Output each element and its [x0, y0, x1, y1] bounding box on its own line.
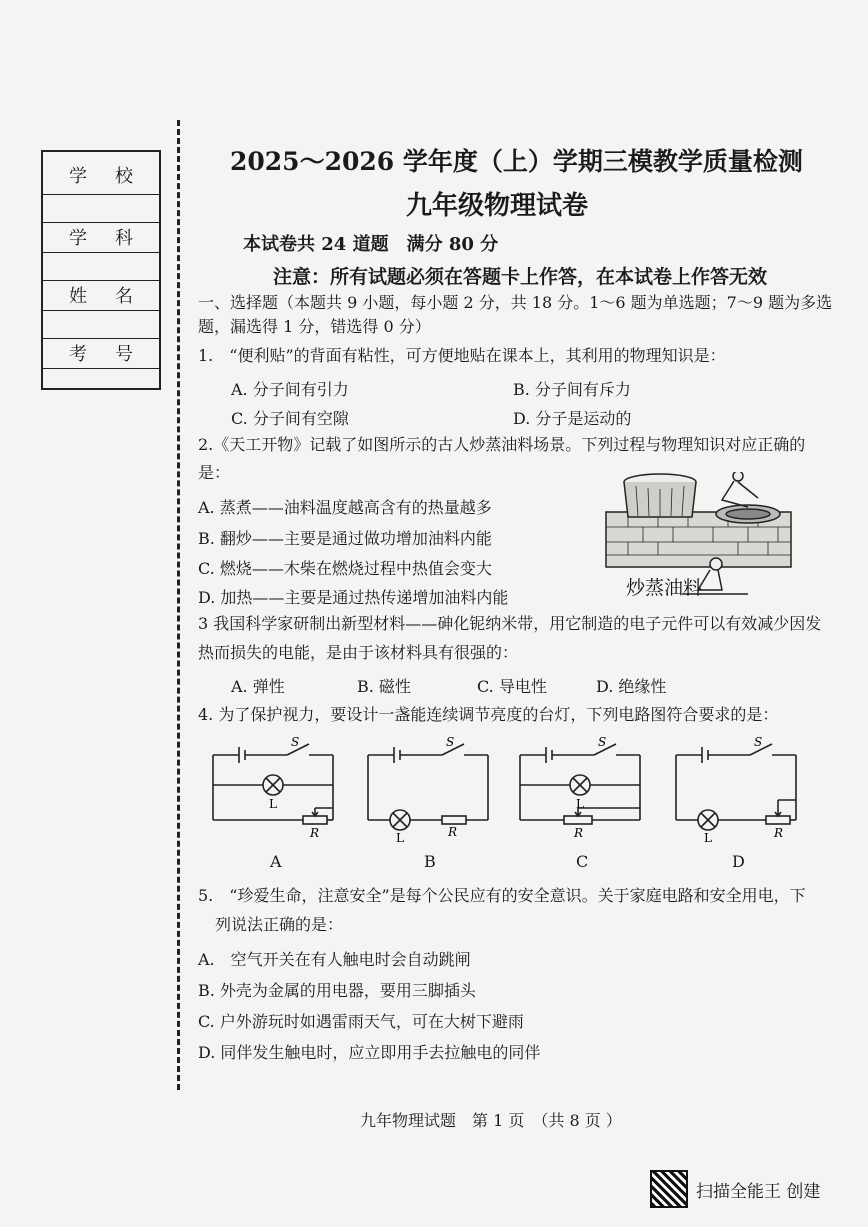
circuit-label-d: D — [732, 852, 745, 871]
q3-option-a: A. 弹性 — [231, 677, 285, 696]
info-number: 考 号 — [69, 344, 133, 365]
exam-meta: 本试卷共 24 道题 满分 80 分 — [243, 234, 499, 255]
q4-stem: 4. 为了保护视力，要设计一盏能连续调节亮度的台灯，下列电路图符合要求的是： — [198, 705, 779, 724]
q3-option-d: D. 绝缘性 — [596, 677, 667, 696]
q2-option-c: C. 燃烧——木柴在燃烧过程中热值会变大 — [198, 559, 492, 578]
svg-text:L: L — [269, 797, 277, 811]
q3-option-c: C. 导电性 — [477, 677, 547, 696]
svg-text:L: L — [576, 797, 584, 811]
circuit-diagram-c — [512, 730, 652, 845]
scanner-watermark — [650, 1170, 820, 1208]
student-info-box — [41, 150, 161, 390]
q5-option-a: A. 空气开关在有人触电时会自动跳闸 — [198, 950, 471, 969]
q1-option-c: C. 分子间有空隙 — [231, 409, 349, 428]
svg-text:R: R — [574, 826, 584, 840]
q3-stem-cont: 热而损失的电能，是由于该材料具有很强的： — [198, 643, 519, 662]
q5-stem-cont: 列说法正确的是： — [215, 915, 344, 934]
qr-code-icon — [650, 1170, 688, 1208]
circuit-label-c: C — [576, 852, 589, 871]
q2-option-d: D. 加热——主要是通过热传递增加油料内能 — [198, 588, 509, 607]
q5-option-d: D. 同伴发生触电时，应立即用手去拉触电的同伴 — [198, 1043, 541, 1062]
info-name: 姓 名 — [69, 286, 133, 307]
q3-stem: 3 我国科学家研制出新型材料——砷化铌纳米带，用它制造的电子元件可以有效减少因发 — [198, 614, 822, 633]
circuit-diagram-a — [205, 730, 345, 845]
q3-option-b: B. 磁性 — [357, 677, 411, 696]
svg-text:S: S — [598, 735, 607, 749]
q5-stem: 5. “珍爱生命，注意安全”是每个公民应有的安全意识。关于家庭电路和安全用电，下 — [198, 886, 806, 905]
section1-heading: 一、选择题（本题共 9 小题，每小题 2 分，共 18 分。1～6 题为单选题；7～9 题为多选 — [198, 293, 833, 312]
q1-option-b: B. 分子间有斥力 — [513, 380, 631, 399]
svg-text:R: R — [448, 825, 458, 839]
svg-text:S: S — [754, 735, 763, 749]
scanner-text: 扫描全能王 创建 — [696, 1181, 821, 1202]
circuit-label-b: B — [424, 852, 436, 871]
circuit-diagram-d — [668, 730, 808, 845]
svg-text:S: S — [446, 735, 455, 749]
page-footer: 九年物理试题 第 1 页 （共 8 页 ） — [360, 1111, 622, 1130]
section1-heading-cont: 题，漏选得 1 分，错选得 0 分） — [198, 317, 431, 336]
q5-option-c: C. 户外游玩时如遇雷雨天气，可在大树下避雨 — [198, 1012, 524, 1031]
q2-stem: 2.《天工开物》记载了如图所示的古人炒蒸油料场景。下列过程与物理知识对应正确的 — [198, 435, 806, 454]
circuit-diagram-b — [360, 730, 500, 845]
q2-option-b: B. 翻炒——主要是通过做功增加油料内能 — [198, 529, 492, 548]
q1-stem: 1. “便利贴”的背面有粘性，可方便地贴在课本上，其利用的物理知识是： — [198, 346, 726, 365]
exam-notice: 注意：所有试题必须在答题卡上作答，在本试卷上作答无效 — [273, 266, 768, 288]
q1-option-d: D. 分子是运动的 — [513, 409, 632, 428]
exam-title: 2025～2026 学年度（上）学期三模教学质量检测 — [230, 147, 803, 176]
exam-subtitle: 九年级物理试卷 — [406, 191, 589, 221]
svg-text:L: L — [396, 831, 404, 845]
q2-option-a: A. 蒸煮——油料温度越高含有的热量越多 — [198, 498, 492, 517]
illustration-caption: 炒蒸油料 — [626, 577, 703, 597]
binding-line — [177, 120, 180, 1090]
svg-text:L: L — [704, 831, 712, 845]
q1-option-a: A. 分子间有引力 — [231, 380, 349, 399]
circuit-label-a: A — [270, 852, 282, 871]
svg-text:S: S — [291, 735, 300, 749]
frying-oil-illustration — [598, 472, 798, 597]
info-school: 学 校 — [69, 166, 133, 187]
q5-option-b: B. 外壳为金属的用电器，要用三脚插头 — [198, 981, 476, 1000]
svg-text:R: R — [310, 826, 320, 840]
svg-text:R: R — [774, 826, 784, 840]
info-subject: 学 科 — [69, 228, 133, 249]
q2-stem-cont: 是： — [198, 463, 231, 482]
